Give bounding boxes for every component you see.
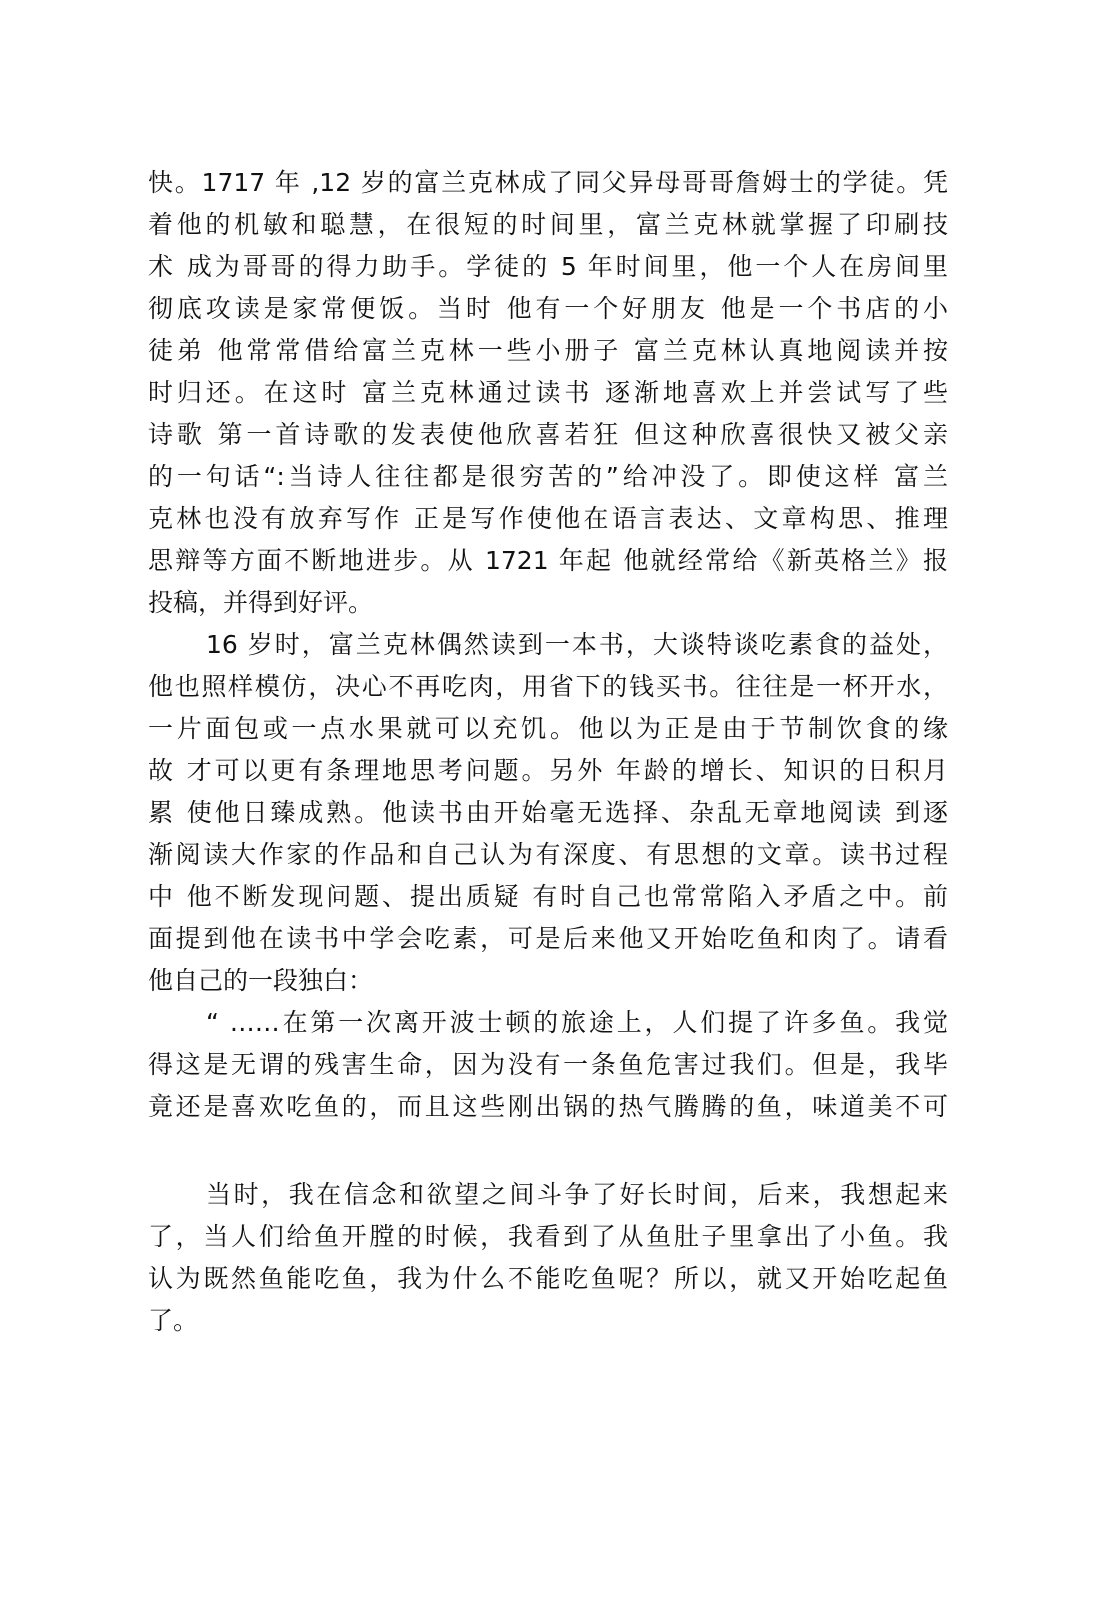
text-line: 当时，我在信念和欲望之间斗争了好长时间，后来，我想起来: [206, 1180, 948, 1209]
text-line: 一片面包或一点水果就可以充饥。他以为正是由于节制饮食的缘: [148, 714, 948, 743]
text-line: 彻底攻读是家常便饭。当时 他有一个好朋友 他是一个书店的小: [148, 294, 948, 323]
text-line: 时归还。在这时 富兰克林通过读书 逐渐地喜欢上并尝试写了些: [148, 378, 948, 407]
text-line: 了。: [148, 1306, 199, 1335]
text-line: 认为既然鱼能吃鱼，我为什么不能吃鱼呢？所以，就又开始吃起鱼: [148, 1264, 948, 1293]
text-line: 得这是无谓的残害生命，因为没有一条鱼危害过我们。但是，我毕: [148, 1050, 948, 1079]
text-line: 快。1717 年 ,12 岁的富兰克林成了同父异母哥哥詹姆士的学徒。凭: [148, 168, 948, 197]
text-line: 他自己的一段独白：: [148, 966, 374, 995]
text-line: 故 才可以更有条理地思考问题。另外 年龄的增长、知识的日积月: [148, 756, 948, 785]
text-line: 思辩等方面不断地进步。从 1721 年起 他就经常给《新英格兰》报: [148, 546, 948, 575]
text-line: 诗歌 第一首诗歌的发表使他欣喜若狂 但这种欣喜很快又被父亲: [148, 420, 948, 449]
text-line: 16 岁时，富兰克林偶然读到一本书，大谈特谈吃素食的益处，: [206, 630, 948, 659]
text-line: 渐阅读大作家的作品和自己认为有深度、有思想的文章。读书过程: [148, 840, 948, 869]
main-text-block: [148, 162, 948, 1128]
text-line: “ ……在第一次离开波士顿的旅途上，人们提了许多鱼。我觉: [206, 1008, 948, 1037]
text-line: 累 使他日臻成熟。他读书由开始毫无选择、杂乱无章地阅读 到逐: [148, 798, 948, 827]
text-line: 着他的机敏和聪慧，在很短的时间里，富兰克林就掌握了印刷技: [148, 210, 948, 239]
text-line: 术 成为哥哥的得力助手。学徒的 5 年时间里，他一个人在房间里: [148, 252, 948, 281]
continuation-text-block: [148, 1174, 948, 1342]
text-line: 徒弟 他常常借给富兰克林一些小册子 富兰克林认真地阅读并按: [148, 336, 948, 365]
text-line: 投稿，并得到好评。: [148, 588, 374, 617]
text-line: 面提到他在读书中学会吃素，可是后来他又开始吃鱼和肉了。请看: [148, 924, 948, 953]
text-line: 了，当人们给鱼开膛的时候，我看到了从鱼肚子里拿出了小鱼。我: [148, 1222, 948, 1251]
text-line: 他也照样模仿，决心不再吃肉，用省下的钱买书。往往是一杯开水，: [148, 672, 948, 701]
text-line: 克林也没有放弃写作 正是写作使他在语言表达、文章构思、推理: [148, 504, 948, 533]
text-line: 竟还是喜欢吃鱼的，而且这些刚出锅的热气腾腾的鱼，味道美不可: [148, 1092, 948, 1121]
text-line: 的一句话“:当诗人往往都是很穷苦的”给冲没了。即使这样 富兰: [148, 462, 948, 491]
text-line: 中 他不断发现问题、提出质疑 有时自己也常常陷入矛盾之中。前: [148, 882, 948, 911]
